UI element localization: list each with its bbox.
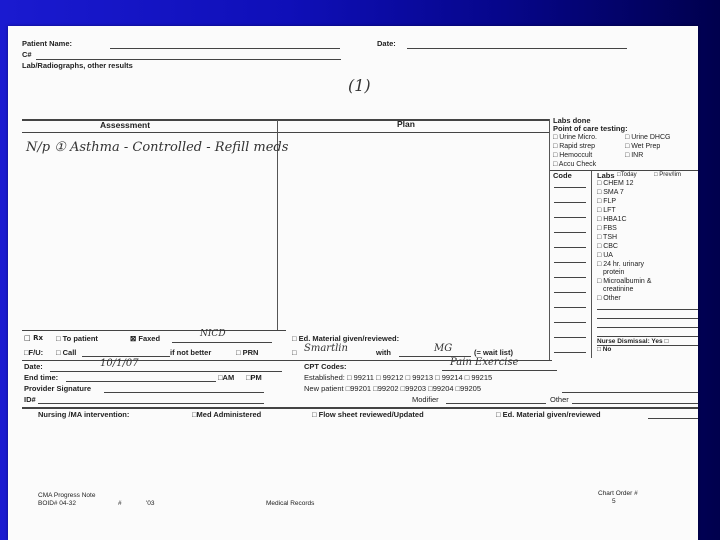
plan-labs-divider [549, 119, 550, 360]
established-row: Established: □ 99211 □ 99212 □ 99213 □ 99214 □ 99215 [304, 373, 493, 382]
code-blank[interactable] [554, 277, 586, 278]
modifier-line[interactable] [446, 403, 546, 404]
faxed-handwritten: NICD [200, 329, 226, 339]
ed-material-check[interactable]: □ Ed. Material given/reviewed: [292, 334, 400, 343]
lab-check[interactable]: □ CHEM 12 [597, 180, 634, 187]
id-number-line[interactable] [38, 403, 264, 404]
flow-sheet-check[interactable]: □ Flow sheet reviewed/Updated [312, 410, 424, 419]
form-year: '03 [146, 500, 155, 507]
chart-id-label: C# [22, 50, 32, 59]
code-blank[interactable] [554, 187, 586, 188]
code-divider [591, 171, 592, 358]
patient-name-line [110, 48, 340, 49]
lab-item-cont: creatinine [603, 286, 634, 293]
lab-check[interactable]: □ SMA 7 [597, 189, 624, 196]
lab-check[interactable]: □ Other [597, 295, 621, 302]
end-time-label: End time: [24, 373, 59, 382]
visit-date-label: Date: [24, 362, 43, 371]
page-mark: (1) [348, 76, 371, 95]
if-not-better: if not better [170, 348, 212, 357]
handwritten-assessment: N/p ① Asthma - Controlled - Refill meds [26, 140, 289, 155]
call-check[interactable]: □ Call [56, 348, 77, 357]
other-blank[interactable] [597, 318, 698, 319]
form-name: CMA Progress Note [38, 492, 96, 499]
other-blank[interactable] [597, 327, 698, 328]
cpt-check[interactable]: □99205 [455, 384, 482, 393]
lab-check[interactable]: □ HBA1C [597, 216, 627, 223]
ed-material-given-check[interactable]: □ Ed. Material given/reviewed [496, 410, 601, 419]
cpt-check[interactable]: □ 99215 [464, 373, 493, 382]
nursing-rule [22, 407, 698, 409]
lab-check[interactable]: □ TSH [597, 234, 618, 241]
lab-check[interactable]: □ CBC [597, 243, 618, 250]
lab-results-label: Lab/Radiographs, other results [22, 61, 133, 70]
code-blank[interactable] [554, 202, 586, 203]
code-label: Code [553, 171, 572, 180]
code-blank[interactable] [554, 337, 586, 338]
progress-note-sheet [22, 26, 698, 540]
poc-check[interactable]: □ Accu Check [553, 161, 597, 168]
wait-list[interactable]: (= wait list) [474, 348, 513, 357]
prn-check[interactable]: □ PRN [236, 348, 259, 357]
form-hash: # [118, 500, 122, 507]
patient-name-label: Patient Name: [22, 39, 73, 48]
poc-check[interactable]: □ Urine DHCG [625, 134, 671, 141]
nurse-dismissal-no[interactable]: □ No [597, 346, 612, 353]
poc-check[interactable]: □ Rapid strep [553, 143, 595, 150]
heading-rule [22, 132, 549, 133]
cpt-check[interactable]: □ 99211 [346, 373, 374, 382]
fu-handwritten: Smartlin [304, 343, 348, 354]
followup-top-rule [22, 330, 286, 331]
labs-label: Labs [597, 171, 615, 180]
cpt-check[interactable]: □ 99213 [405, 373, 434, 382]
cpt-check[interactable]: □99202 [373, 384, 399, 393]
code-blank[interactable] [554, 322, 586, 323]
med-admin-check[interactable]: □Med Administered [192, 410, 262, 419]
with-handwritten: MG [434, 343, 453, 354]
cpt-check[interactable]: □99203 [400, 384, 427, 393]
medical-records: Medical Records [266, 500, 315, 507]
poc-check[interactable]: □ Wet Prep [625, 143, 661, 150]
other-blank[interactable] [597, 309, 698, 310]
poc-rule [550, 170, 698, 171]
lab-check[interactable]: □ UA [597, 252, 613, 259]
lab-item-cont: protein [603, 269, 625, 276]
other-blank[interactable] [597, 336, 698, 337]
code-blank[interactable] [554, 262, 586, 263]
code-blank[interactable] [554, 352, 586, 353]
provider-signature-line[interactable] [104, 392, 264, 393]
rx-check[interactable]: □ Rx [24, 334, 43, 342]
cpt-codes-label: CPT Codes: [304, 362, 347, 371]
cpt-check[interactable]: □99201 [345, 384, 372, 393]
chart-order-number: 5 [612, 498, 616, 505]
poc-check[interactable]: □ Urine Micro. [553, 134, 597, 141]
ed-material-line [648, 418, 698, 419]
nurse-dismissal[interactable]: Nurse Dismissal: Yes □ [597, 338, 669, 345]
end-time-line [66, 381, 216, 382]
am-check[interactable]: □AM [218, 373, 235, 382]
fu-with-check[interactable]: □ [292, 348, 297, 357]
other-line[interactable] [572, 403, 698, 404]
assessment-heading: Assessment [100, 120, 151, 130]
provider-signature-label: Provider Signature [24, 384, 92, 393]
cpt-check[interactable]: □ 99212 [375, 373, 404, 382]
cpt-check[interactable]: □99204 [428, 384, 454, 393]
faxed-check[interactable]: ⊠ Faxed [130, 334, 161, 343]
chart-id-line [36, 59, 341, 60]
code-blank[interactable] [554, 292, 586, 293]
chart-order-label: Chart Order # [598, 490, 638, 497]
poc-check[interactable]: □ INR [625, 152, 644, 159]
date-label: Date: [377, 39, 396, 48]
code-blank[interactable] [554, 247, 586, 248]
faxed-line [172, 342, 272, 343]
lab-check[interactable]: □ LFT [597, 207, 616, 214]
today-check[interactable]: □Today [617, 172, 637, 178]
nursing-label: Nursing /MA intervention: [38, 410, 130, 419]
visit-date-handwritten: 10/1/07 [100, 358, 139, 369]
code-blank[interactable] [554, 217, 586, 218]
labs-done-title: Labs done [553, 116, 591, 125]
cpt-handwritten: Pain Exercise [450, 357, 519, 368]
lab-check[interactable]: □ 24 hr. urinary [597, 261, 645, 268]
new-patient-row: New patient □99201 □99202 □99203 □99204 □99205 [304, 384, 482, 393]
lab-check[interactable]: □ Microalbumin & [597, 278, 652, 285]
pm-check[interactable]: □PM [246, 373, 262, 382]
cpt-line [442, 370, 557, 371]
prelim-check[interactable]: □ Prev/lim [654, 172, 681, 178]
cpt-check[interactable]: □ 99214 [435, 373, 463, 382]
new-patient-line [562, 392, 698, 393]
call-line [82, 356, 170, 357]
other-label: Other [550, 395, 569, 404]
fu-check[interactable]: □F/U: [24, 348, 44, 357]
modifier-label: Modifier [412, 395, 439, 404]
with-label: with [376, 348, 391, 357]
code-blank[interactable] [554, 307, 586, 308]
lab-check[interactable]: □ FBS [597, 225, 617, 232]
date-line [407, 48, 627, 49]
visit-date-line [50, 371, 282, 372]
form-id: BOID# 04-32 [38, 500, 76, 507]
id-number-label: ID# [24, 395, 36, 404]
poc-title: Point of care testing: [553, 124, 628, 133]
scanned-form [8, 26, 698, 540]
code-blank[interactable] [554, 232, 586, 233]
plan-heading: Plan [397, 119, 415, 129]
lab-check[interactable]: □ FLP [597, 198, 617, 205]
poc-check[interactable]: □ Hemoccult [553, 152, 593, 159]
to-patient-check[interactable]: □ To patient [56, 334, 98, 343]
